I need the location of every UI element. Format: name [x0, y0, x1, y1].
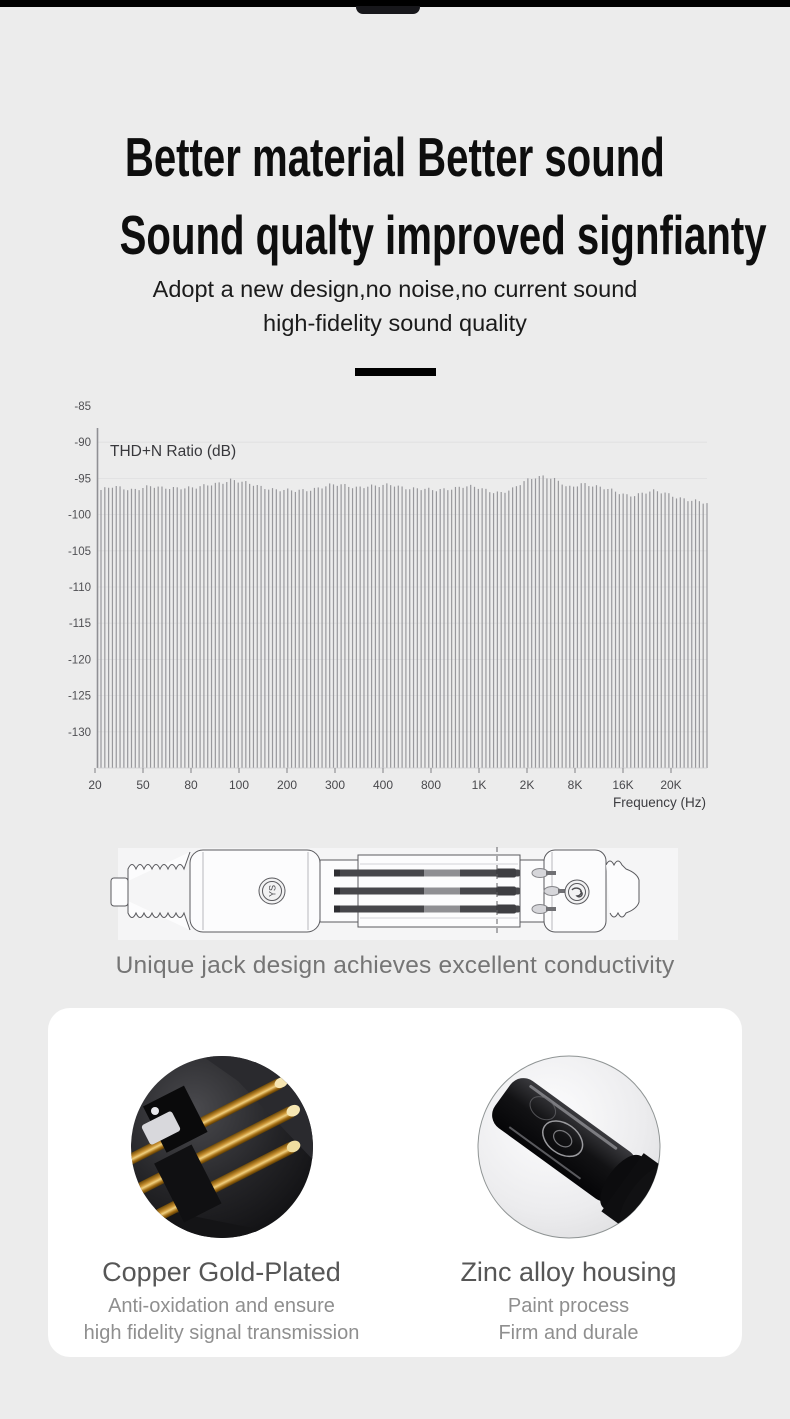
thd-bar: [611, 489, 612, 768]
x-tick-label: 1K: [471, 778, 487, 792]
thd-bar: [581, 483, 582, 768]
thd-bar: [546, 478, 547, 768]
zinc-housing-photo: [475, 1053, 663, 1241]
hero-subtitle: [0, 272, 790, 340]
thd-bar: [687, 501, 688, 768]
thd-bar: [424, 489, 425, 768]
thd-bar: [657, 491, 658, 768]
connector-drawing-svg: [0, 835, 790, 965]
thd-bar: [100, 490, 101, 768]
thd-bar: [680, 497, 681, 768]
thd-bar: [192, 487, 193, 768]
thd-bar: [268, 490, 269, 768]
thd-bar: [291, 490, 292, 768]
thd-bar: [539, 476, 540, 768]
thd-bar: [443, 488, 444, 768]
thd-bar: [135, 489, 136, 768]
feature-zinc-title: Zinc alloy housing: [460, 1257, 677, 1287]
thd-bar: [516, 486, 517, 768]
thd-bar: [272, 488, 273, 768]
thd-bar: [123, 489, 124, 768]
thd-bar: [119, 486, 120, 768]
hero-title-line2: Sound qualty improved signfianty: [119, 204, 767, 266]
thd-bar: [512, 487, 513, 768]
thd-bar: [150, 486, 151, 768]
thd-bar: [466, 486, 467, 768]
thd-bar: [302, 489, 303, 768]
thd-bar: [146, 485, 147, 768]
y-tick-label: -110: [68, 582, 91, 594]
thd-bar: [562, 485, 563, 768]
y-tick-label: -95: [74, 473, 91, 486]
ys-logo-left: [259, 878, 285, 904]
thd-bar: [459, 487, 460, 768]
thd-bar: [455, 487, 456, 768]
thd-bar: [394, 487, 395, 768]
thd-bar: [485, 489, 486, 768]
thd-bar: [638, 493, 639, 768]
thd-bar: [535, 479, 536, 768]
thd-bar: [112, 488, 113, 768]
thd-bar: [337, 486, 338, 768]
thd-bar: [390, 485, 391, 768]
thd-bar: [299, 490, 300, 768]
thd-bar: [367, 487, 368, 768]
thd-bar: [695, 499, 696, 768]
thd-bar: [543, 475, 544, 768]
thd-bar: [428, 488, 429, 768]
thd-bar: [234, 480, 235, 768]
thd-bar: [310, 491, 311, 768]
thd-bar: [588, 486, 589, 768]
thd-bar: [127, 490, 128, 768]
thd-bar: [104, 487, 105, 768]
thd-bar: [527, 478, 528, 768]
thd-bar: [691, 501, 692, 768]
thd-bar: [142, 488, 143, 768]
y-tick-label: -120: [67, 654, 91, 667]
y-tick-label: -105: [67, 545, 91, 558]
thd-bar: [329, 483, 330, 768]
x-tick-label: 8K: [567, 778, 583, 792]
x-tick-label: 100: [228, 778, 250, 792]
thd-bar: [245, 481, 246, 768]
top-cropped-graphic: [356, 6, 420, 14]
feature-copper-title: Copper Gold-Plated: [102, 1257, 341, 1287]
thd-bar: [276, 489, 277, 768]
chart-title: THD+N Ratio (dB): [110, 443, 237, 460]
thd-chart-svg: [0, 395, 790, 815]
thd-bar: [508, 491, 509, 768]
connector-figure: [0, 835, 790, 965]
thd-bar: [501, 492, 502, 768]
black-divider-bar: [355, 368, 436, 376]
thd-bar: [139, 490, 140, 768]
thd-bar: [619, 494, 620, 768]
thd-bar: [314, 488, 315, 768]
thd-bar: [173, 487, 174, 768]
thd-bar: [573, 487, 574, 768]
thd-bar: [523, 481, 524, 768]
thd-bar: [623, 494, 624, 768]
hero-title-line1: Better material Better sound: [125, 126, 665, 188]
thd-bar: [287, 488, 288, 768]
thd-bar: [325, 486, 326, 768]
thd-bar: [219, 482, 220, 768]
thd-bar: [375, 486, 376, 768]
thd-bar: [447, 490, 448, 768]
thd-bar: [264, 489, 265, 768]
connector-caption: Unique jack design achieves excellent conductivity: [115, 952, 675, 979]
thd-bar: [554, 478, 555, 768]
thd-bar: [280, 491, 281, 768]
thd-bar: [699, 501, 700, 768]
thd-bar: [493, 493, 494, 768]
thd-bar: [158, 487, 159, 768]
thd-bar: [283, 490, 284, 768]
thd-bar: [360, 487, 361, 768]
thd-frequency-chart: [0, 395, 790, 815]
thd-bar: [531, 479, 532, 768]
thd-bar: [642, 493, 643, 768]
thd-bar: [664, 493, 665, 768]
thd-bar: [196, 489, 197, 768]
y-tick-label: -125: [67, 690, 91, 703]
thd-bar: [199, 486, 200, 768]
thd-bar: [169, 489, 170, 768]
thd-bar: [154, 488, 155, 768]
x-tick-label: 2K: [519, 778, 535, 792]
thd-bar: [600, 487, 601, 768]
thd-bar: [626, 494, 627, 768]
thd-bar: [352, 488, 353, 768]
x-tick-label: 20K: [660, 778, 682, 792]
thd-bar: [489, 492, 490, 768]
copper-pins-photo: [128, 1053, 316, 1241]
thd-bar: [161, 487, 162, 768]
thd-bar: [295, 492, 296, 768]
thd-bar: [577, 486, 578, 768]
thd-bar: [413, 487, 414, 768]
thd-bar: [131, 489, 132, 768]
thd-bar: [249, 484, 250, 768]
svg-text:YS: YS: [267, 884, 278, 898]
thd-bar: [226, 482, 227, 768]
feature-zinc-desc: Paint process Firm and durale: [498, 1295, 639, 1344]
thd-bar: [401, 486, 402, 768]
thd-bar: [706, 503, 707, 768]
x-tick-label: 16K: [612, 778, 634, 792]
thd-bar: [177, 487, 178, 768]
x-axis-label: Frequency (Hz): [612, 795, 706, 810]
thd-bar: [241, 482, 242, 768]
thd-bar: [211, 485, 212, 768]
thd-bar: [558, 481, 559, 768]
thd-bar: [661, 493, 662, 768]
thd-bar: [260, 486, 261, 768]
thd-bar: [188, 486, 189, 768]
thd-bar: [478, 489, 479, 768]
y-tick-label: -85: [74, 401, 91, 413]
y-tick-label: -130: [67, 726, 91, 739]
thd-bar: [645, 494, 646, 768]
thd-bar: [180, 489, 181, 768]
thd-bar: [565, 486, 566, 768]
thd-bar: [603, 489, 604, 768]
thd-bar: [184, 488, 185, 768]
thd-bar: [520, 485, 521, 768]
x-tick-label: 20: [88, 778, 102, 792]
thd-bar: [584, 483, 585, 768]
thd-bar: [470, 485, 471, 768]
thd-bar: [253, 486, 254, 768]
hero-title: [0, 118, 790, 274]
x-tick-label: 300: [324, 778, 346, 792]
hero-subtitle-line2: high-fidelity sound quality: [263, 310, 527, 336]
thd-bar: [672, 497, 673, 768]
thd-bar: [405, 489, 406, 768]
thd-bar: [363, 488, 364, 768]
thd-bar: [306, 491, 307, 768]
x-tick-label: 800: [420, 778, 442, 792]
thd-bar: [630, 497, 631, 768]
thd-bar: [382, 485, 383, 768]
thd-bar: [550, 479, 551, 768]
thd-bar: [451, 490, 452, 768]
y-tick-label: -115: [68, 618, 91, 631]
x-tick-label: 200: [276, 778, 298, 792]
feature-copper: [48, 1008, 395, 1357]
thd-bar: [371, 485, 372, 768]
thd-bar: [676, 498, 677, 768]
hero-subtitle-line1: Adopt a new design,no noise,no current sound: [152, 276, 638, 302]
thd-bar: [703, 504, 704, 768]
thd-bar: [482, 488, 483, 768]
thd-bar: [592, 487, 593, 768]
thd-bar: [333, 484, 334, 768]
thd-bar: [409, 489, 410, 768]
thd-bar: [238, 483, 239, 768]
thd-bar: [222, 484, 223, 768]
thd-bar: [348, 487, 349, 768]
thd-bar: [653, 489, 654, 768]
x-tick-label: 80: [184, 778, 198, 792]
thd-bar: [421, 490, 422, 768]
features-card: [48, 1008, 742, 1357]
thd-bar: [497, 491, 498, 768]
thd-bar: [432, 490, 433, 768]
thd-bar: [108, 488, 109, 768]
thd-bar: [462, 488, 463, 768]
feature-zinc: [395, 1008, 742, 1357]
thd-bar: [607, 489, 608, 768]
thd-bar: [207, 485, 208, 768]
thd-bar: [341, 484, 342, 768]
thd-bar: [215, 483, 216, 768]
thd-bar: [165, 489, 166, 768]
thd-bar: [356, 487, 357, 768]
x-tick-label: 400: [372, 778, 394, 792]
thd-bar: [684, 498, 685, 768]
thd-bar: [596, 485, 597, 768]
thd-bar: [386, 483, 387, 768]
thd-bar: [569, 486, 570, 768]
thd-bar: [398, 486, 399, 768]
thd-bar: [474, 487, 475, 768]
thd-bar: [436, 491, 437, 768]
feature-copper-desc: Anti-oxidation and ensure high fidelity signal transmission: [83, 1295, 360, 1344]
thd-bar: [668, 493, 669, 768]
thd-bar: [379, 487, 380, 768]
ys-logo-right: [565, 880, 589, 904]
y-tick-label: -90: [74, 437, 91, 450]
thd-bar: [230, 479, 231, 768]
thd-bar: [321, 488, 322, 768]
thd-bar: [634, 496, 635, 768]
y-tick-label: -100: [67, 509, 91, 522]
thd-bar: [318, 487, 319, 768]
thd-bar: [615, 492, 616, 768]
thd-bar: [116, 486, 117, 768]
thd-bar: [203, 484, 204, 768]
thd-bar: [649, 492, 650, 768]
thd-bar: [504, 493, 505, 768]
thd-bar: [257, 485, 258, 768]
thd-bar: [417, 488, 418, 768]
thd-bar: [344, 484, 345, 768]
thd-bar: [440, 489, 441, 768]
x-tick-label: 50: [136, 778, 150, 792]
